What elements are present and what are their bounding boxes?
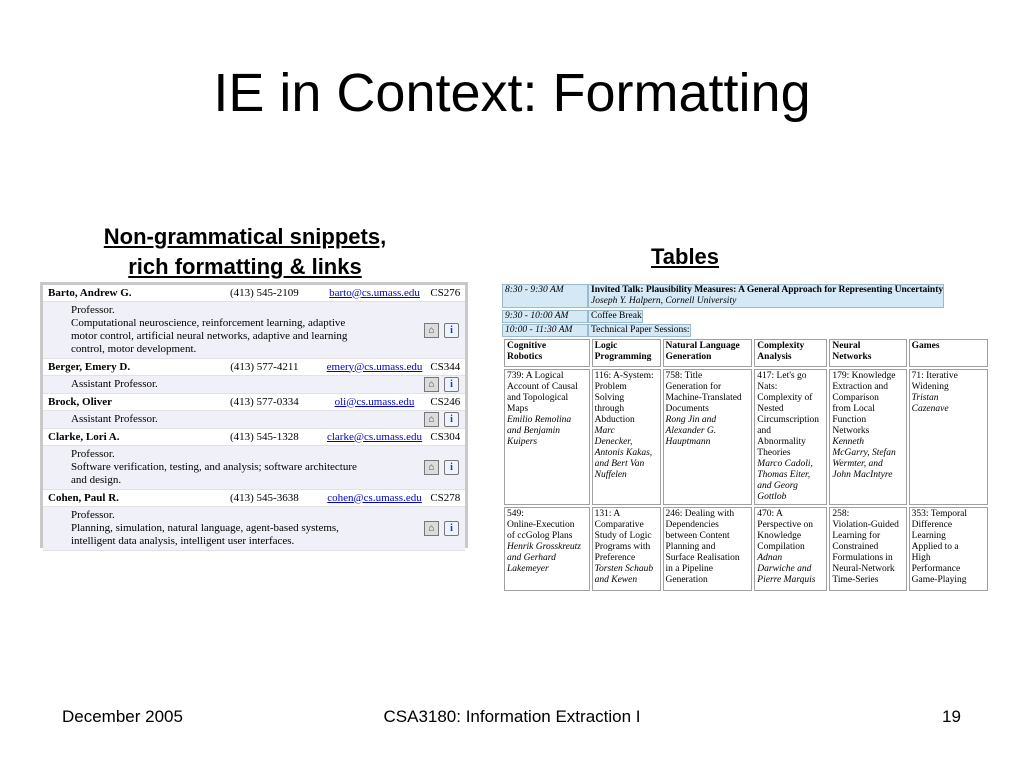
entry-icons <box>424 460 465 475</box>
email-link[interactable]: emery@cs.umass.edu <box>326 360 423 373</box>
paper-author-line: and Kewen <box>594 575 638 585</box>
paper-cell <box>829 369 906 505</box>
paper-title-line: Knowledge <box>757 531 802 541</box>
paper-title-line: Account of Causal <box>507 382 578 392</box>
paper-title-line: and <box>757 426 772 436</box>
directory-entry-header <box>43 394 465 411</box>
session-table <box>502 337 990 593</box>
office-code: CS246 <box>430 395 461 408</box>
entry-icons <box>424 412 465 427</box>
footer-course: CSA3180: Information Extraction I <box>383 707 641 726</box>
bar-desc <box>588 284 944 308</box>
paper-cell <box>504 507 590 591</box>
phone-number: (413) 577-4211 <box>230 360 299 373</box>
paper-title-line: High <box>911 553 931 563</box>
paper-title-line: 116: A-System: <box>594 371 654 381</box>
footer-page-number: 19 <box>942 707 961 726</box>
phone-number: (413) 545-1328 <box>229 430 299 443</box>
home-icon[interactable]: ⌂ <box>424 323 439 338</box>
paper-title-line: Extraction and <box>832 382 889 392</box>
paper-title-line: 758: Title <box>665 371 703 381</box>
paper-title-line: Applied to a <box>911 542 959 552</box>
description-line: Professor. <box>71 509 115 521</box>
directory-entry-header <box>43 429 465 446</box>
paper-author-line: and Benjamin <box>507 426 561 436</box>
paper-author-line: Denecker, <box>594 437 633 447</box>
paper-author-line: Gottlob <box>757 492 787 502</box>
paper-title-line: Function <box>832 415 867 425</box>
bar-time: 8:30 - 9:30 AM <box>502 284 588 308</box>
paper-author-line: Kenneth <box>832 437 865 447</box>
paper-title-line: 179: Knowledge <box>832 371 896 381</box>
paper-title-line: Time-Series <box>832 575 879 585</box>
office-code: CS304 <box>430 430 461 443</box>
table-row <box>504 369 988 505</box>
paper-title-line: Surface Realisation <box>665 553 740 563</box>
paper-title-line: Circumscription <box>757 415 820 425</box>
phone-number: (413) 545-2109 <box>229 286 299 299</box>
paper-cell <box>754 507 827 591</box>
paper-title-line: of ccGolog Plans <box>507 531 573 541</box>
email-link[interactable]: barto@cs.umass.edu <box>329 286 420 299</box>
person-name: Clarke, Lori A. <box>48 430 120 443</box>
home-icon[interactable]: ⌂ <box>424 521 439 536</box>
paper-author-line: and Bert Van <box>594 459 645 469</box>
paper-cell <box>592 507 661 591</box>
home-icon[interactable]: ⌂ <box>424 460 439 475</box>
person-name: Berger, Emery D. <box>48 360 131 373</box>
paper-title-line: 71: Iterative <box>911 371 958 381</box>
paper-title-line: Abduction <box>594 415 635 425</box>
description-text <box>71 411 424 428</box>
bar-desc: Coffee Break <box>588 310 643 323</box>
session-grid <box>502 337 984 593</box>
header-line: Robotics <box>507 352 543 362</box>
description-line: intelligent data analysis, intelligent user interfaces. <box>71 535 295 547</box>
paper-title-line: Formulations in <box>832 553 893 563</box>
paper-author-line: Adnan <box>757 553 783 563</box>
paper-title-line: Problem <box>594 382 627 392</box>
footer-date: December 2005 <box>62 707 183 726</box>
paper-author-line: Nuffelen <box>594 470 627 480</box>
email-link[interactable]: clarke@cs.umass.edu <box>326 430 423 443</box>
directory-entry-header <box>43 285 465 302</box>
paper-title-line: 417: Let's go <box>757 371 807 381</box>
office-code: CS276 <box>430 286 461 299</box>
caption-left-line1: Non-grammatical snippets, <box>103 224 387 249</box>
entry-icons <box>424 323 465 338</box>
caption-left <box>60 222 430 282</box>
directory-entry-header <box>43 359 465 376</box>
description-text <box>71 302 424 358</box>
paper-title-line: 246: Dealing with <box>665 509 735 519</box>
description-line: control, motor development. <box>71 343 197 355</box>
paper-title-line: Constrained <box>832 542 879 552</box>
session-header <box>663 339 753 367</box>
paper-author-line: Antonis Kakas, <box>594 448 653 458</box>
paper-title-line: Game-Playing <box>911 575 967 585</box>
description-line: motor control, artificial neural networks, adaptive and learning <box>71 330 348 342</box>
session-header <box>829 339 906 367</box>
info-icon[interactable]: i <box>444 412 459 427</box>
paper-title-line: 739: A Logical <box>507 371 564 381</box>
paper-author-line: Cazenave <box>911 404 949 414</box>
header-line: Cognitive <box>507 341 547 351</box>
header-line: Complexity <box>757 341 805 351</box>
directory-entry-description <box>43 411 465 429</box>
table-row <box>504 507 988 591</box>
paper-title-line: Learning <box>911 531 946 541</box>
paper-cell <box>592 369 661 505</box>
info-icon[interactable]: i <box>444 323 459 338</box>
directory-panel <box>40 282 468 548</box>
directory-entry-description <box>43 376 465 394</box>
paper-author-line: and Gerhard <box>507 553 556 563</box>
session-header <box>592 339 661 367</box>
paper-cell <box>909 369 988 505</box>
bar-speaker: Joseph Y. Halpern, Cornell University <box>591 296 737 306</box>
bar-title: Invited Talk: Plausibility Measures: A General Approach for Representing Uncertainty <box>591 285 944 295</box>
paper-author-line: Hauptmann <box>665 437 711 447</box>
session-header <box>504 339 590 367</box>
directory-list <box>43 285 465 545</box>
phone-number: (413) 577-0334 <box>229 395 299 408</box>
description-text <box>71 446 424 489</box>
header-line: Networks <box>832 352 872 362</box>
paper-title-line: Learning for <box>832 531 881 541</box>
paper-title-line: 258: <box>832 509 850 519</box>
email-link[interactable]: oli@cs.umass.edu <box>334 395 415 408</box>
paper-title-line: Preference <box>594 553 636 563</box>
paper-title-line: Abnormality <box>757 437 806 447</box>
paper-author-line: Marco Cadoli, <box>757 459 813 469</box>
slide-title: IE in Context: Formatting <box>213 63 811 123</box>
home-icon[interactable]: ⌂ <box>424 377 439 392</box>
email-link[interactable]: cohen@cs.umass.edu <box>327 491 422 504</box>
paper-title-line: Theories <box>757 448 791 458</box>
description-line: Professor. <box>71 448 115 460</box>
directory-entry-header <box>43 490 465 507</box>
paper-author-line: Alexander G. <box>665 426 717 436</box>
phone-number: (413) 545-3638 <box>229 491 299 504</box>
paper-author-line: Wermter, and <box>832 459 883 469</box>
header-line: Programming <box>594 352 652 362</box>
schedule-panel <box>502 282 984 585</box>
paper-title-line: Programs with <box>594 542 651 552</box>
paper-title-line: Neural-Network <box>832 564 895 574</box>
description-line: Planning, simulation, natural language, agent-based systems, <box>71 522 339 534</box>
paper-title-line: Machine-Translated <box>665 393 742 403</box>
description-line: and design. <box>71 474 122 486</box>
bar-time: 9:30 - 10:00 AM <box>502 310 588 323</box>
paper-title-line: Widening <box>911 382 949 392</box>
paper-title-line: Perspective on <box>757 520 813 530</box>
person-name: Barto, Andrew G. <box>48 286 132 299</box>
paper-author-line: Thomas Eiter, <box>757 470 811 480</box>
description-line: Professor. <box>71 304 115 316</box>
paper-title-line: Nested <box>757 404 784 414</box>
office-code: CS344 <box>430 360 461 373</box>
paper-title-line: Nats: <box>757 382 778 392</box>
person-name: Brock, Oliver <box>48 395 112 408</box>
paper-title-line: 131: A <box>594 509 621 519</box>
bar-time: 10:00 - 11:30 AM <box>502 324 588 337</box>
paper-title-line: Performance <box>911 564 961 574</box>
paper-title-line: Networks <box>832 426 870 436</box>
paper-cell <box>829 507 906 591</box>
info-icon[interactable]: i <box>444 377 459 392</box>
directory-entry-description <box>43 507 465 551</box>
paper-cell <box>504 369 590 505</box>
paper-title-line: Planning and <box>665 542 716 552</box>
paper-author-line: Torsten Schaub <box>594 564 654 574</box>
paper-title-line: Comparison <box>832 393 879 403</box>
description-line: Software verification, testing, and analysis; software architecture <box>71 461 357 473</box>
schedule-bar-invited <box>502 284 944 308</box>
info-icon[interactable]: i <box>444 521 459 536</box>
directory-entry-description <box>43 302 465 359</box>
caption-left-line2: rich formatting & links <box>128 254 362 279</box>
description-line: Assistant Professor. <box>71 413 158 425</box>
header-line: Natural Language <box>665 341 740 351</box>
description-text <box>71 507 424 550</box>
paper-title-line: Documents <box>665 404 709 414</box>
paper-author-line: Rong Jin and <box>665 415 717 425</box>
paper-title-line: Compilation <box>757 542 805 552</box>
paper-author-line: John MacIntyre <box>832 470 893 480</box>
home-icon[interactable]: ⌂ <box>424 412 439 427</box>
session-header <box>754 339 827 367</box>
person-name: Cohen, Paul R. <box>48 491 119 504</box>
session-header-row <box>504 339 988 367</box>
paper-author-line: Tristan <box>911 393 939 403</box>
paper-author-line: Emilio Remolina <box>507 415 572 425</box>
bar-desc: Technical Paper Sessions: <box>588 324 691 337</box>
paper-title-line: Generation <box>665 575 708 585</box>
paper-author-line: Henrik Grosskreutz <box>507 542 581 552</box>
description-text <box>71 376 424 393</box>
info-icon[interactable]: i <box>444 460 459 475</box>
paper-title-line: Dependencies <box>665 520 719 530</box>
entry-icons <box>424 377 465 392</box>
paper-title-line: Study of Logic <box>594 531 652 541</box>
paper-title-line: through <box>594 404 625 414</box>
paper-author-line: Darwiche and <box>757 564 812 574</box>
header-line: Generation <box>665 352 712 362</box>
paper-title-line: Solving <box>594 393 625 403</box>
paper-title-line: Generation for <box>665 382 722 392</box>
paper-title-line: Difference <box>911 520 953 530</box>
paper-title-line: 549: <box>507 509 524 519</box>
paper-title-line: and Topological <box>507 393 569 403</box>
paper-title-line: 470: A <box>757 509 783 519</box>
schedule-bar-coffee <box>502 310 643 323</box>
directory-entry-description <box>43 446 465 490</box>
paper-cell <box>909 507 988 591</box>
schedule-bar-sessions <box>502 324 691 337</box>
paper-cell <box>754 369 827 505</box>
description-line: Computational neuroscience, reinforcement learning, adaptive <box>71 317 346 329</box>
header-line: Games <box>911 341 940 351</box>
paper-title-line: Online-Execution <box>507 520 575 530</box>
paper-cell <box>663 369 753 505</box>
paper-title-line: between Content <box>665 531 730 541</box>
paper-title-line: Comparative <box>594 520 644 530</box>
session-header <box>909 339 988 367</box>
paper-author-line: Marc <box>594 426 615 436</box>
header-line: Logic <box>594 341 618 351</box>
office-code: CS278 <box>430 491 461 504</box>
paper-title-line: in a Pipeline <box>665 564 714 574</box>
paper-cell <box>663 507 753 591</box>
caption-right: Tables <box>650 244 720 269</box>
paper-title-line: 353: Temporal <box>911 509 967 519</box>
paper-author-line: Lakemeyer <box>507 564 549 574</box>
header-line: Neural <box>832 341 861 351</box>
paper-author-line: McGarry, Stefan <box>832 448 896 458</box>
entry-icons <box>424 521 465 536</box>
paper-author-line: Pierre Marquis <box>757 575 816 585</box>
description-line: Assistant Professor. <box>71 378 158 390</box>
paper-author-line: Kuipers <box>507 437 538 447</box>
paper-title-line: Violation-Guided <box>832 520 899 530</box>
header-line: Analysis <box>757 352 792 362</box>
paper-title-line: Complexity of <box>757 393 813 403</box>
paper-title-line: from Local <box>832 404 875 414</box>
paper-author-line: and Georg <box>757 481 798 491</box>
paper-title-line: Maps <box>507 404 529 414</box>
